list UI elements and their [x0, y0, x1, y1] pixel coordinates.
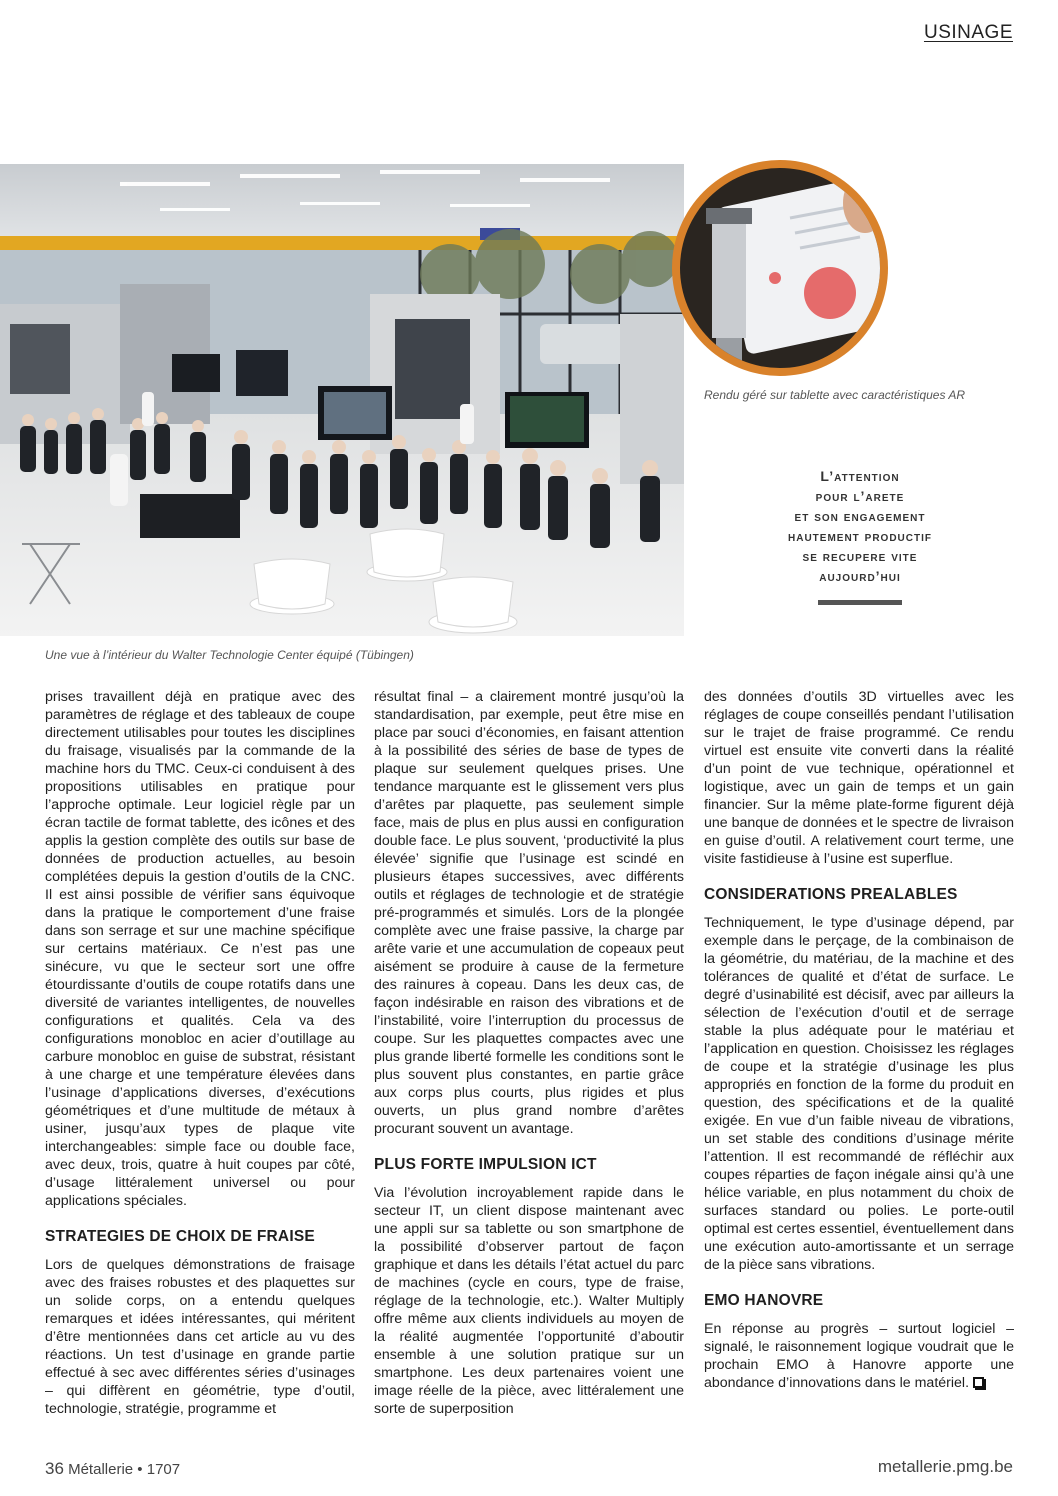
pull-quote	[760, 466, 960, 605]
issue-number: 1707	[146, 1461, 181, 1478]
subheading-strategies: STRATEGIES DE CHOIX DE FRAISE	[45, 1228, 315, 1245]
pull-quote-line: hautement productif	[788, 528, 932, 544]
hero-caption: Une vue à l’intérieur du Walter Technologie Center équipé (Tübingen)	[45, 648, 414, 662]
pull-quote-line: se recupere vite	[802, 548, 918, 564]
footer-bullet: •	[137, 1461, 143, 1478]
paragraph: Via l’évolution incroyablement rapide dans le secteur IT, un client dispose maintenant avec une appli sur sa tablette ou son smartphone de la possibilité d’observer partout de façon graphique et dans les détails l’état actuel du parc de machines (cycle en cours, type de fraise, réglage de la technologie, etc.). Walter Multiply offre même aux clients individuels au moyen de la réalité augmentée l’opportunité d’aboutir ensemble à une solution pratique sur un smartphone. Les deux partenaires voient une image réelle de la pièce, avec littéralement une sorte de superposition	[374, 1185, 684, 1417]
paragraph: des données d’outils 3D virtuelles avec les réglages de coupe conseillés pendant l’utilisation sur le trajet de fraise programmé. Ce rendu virtuel est ensuite vite converti dans la réalité d’un point de vue technique, opérationnel et logistique, avec un gain de temps et un gain financier. Sur la même plate-forme figurent déjà une banque de données et le spectre de livraison en guise d’outil. A relativement court terme, une visite fastidieuse à l’usine est superflue.	[704, 689, 1014, 867]
website-link[interactable]: metallerie.pmg.be	[877, 1457, 1013, 1476]
subheading-considerations: CONSIDERATIONS PREALABLES	[704, 886, 958, 903]
pull-quote-line: pour l’arete	[815, 488, 905, 504]
page-number: 36	[45, 1459, 64, 1478]
inset-caption: Rendu géré sur tablette avec caractéristiques AR	[704, 388, 966, 402]
article-column-3	[704, 688, 1014, 1392]
subheading-ict: PLUS FORTE IMPULSION ICT	[374, 1156, 597, 1173]
paragraph: résultat final – a clairement montré jusqu’où la standardisation, par exemple, peut être mise en place par souci d’économies, en faisant attention à la possibilité des séries de base de types de plaque sur seulement quelques prises. Une tendance marquante est le glissement vers plus d’arêtes par plaquette, pas seulement simple face, mais de plus en plus aussi en configuration double face. Le plus souvent, ‘productivité la plus élevée’ signifie que l’usinage est scindé en plusieurs étapes successives, avec différents outils et réglages de technologie et de stratégie pré-programmés et simulés. Lors de la plongée complète avec une fraise passive, la charge par arête varie et une accumulation de copeaux peut aisément se produire à cause de la fermeture des rainures à copeau. Dans les deux cas, de façon indésirable en raison des vibrations et de l’instabilité, voire l’interruption du processus de coupe. Sur les plaquettes compactes avec une plus grande liberté formelle les conditions sont le plus souvent plus constantes, en partie grâce aux corps plus courts, plus rigides et plus ouverts, un plus grand nombre d’arêtes procurant souvent un avantage.	[374, 689, 684, 1137]
hero-photo	[0, 164, 684, 636]
paragraph: Lors de quelques démonstrations de fraisage avec des fraises robustes et des plaquettes sur un solide corps, on a entendu quelques remarques et idées intéressantes, qui méritent d’être mentionnées dans cet article au vu des réactions. Un test d’usinage en grande partie effectué à sec avec différentes séries d’usinages – qui diffèrent en géométrie, type d’outil, technologie, stratégie, programme et	[45, 1257, 355, 1417]
section-tag: USINAGE	[923, 22, 1013, 43]
paragraph	[704, 1320, 1014, 1392]
pull-quote-line: et son engagement	[794, 508, 926, 524]
paragraph-text: En réponse au progrès – surtout logiciel – signalé, le raisonnement logique voudrait que le prochain EMO à Hanovre apporte une abondance d’innovations dans le matériel.	[704, 1321, 1014, 1391]
pull-quote-line: L’attention	[820, 468, 900, 484]
page-footer-left	[45, 1459, 180, 1479]
article-column-1	[45, 688, 355, 1418]
magazine-name: Métallerie	[68, 1461, 134, 1478]
pull-quote-rule	[818, 600, 902, 605]
paragraph: prises travaillent déjà en pratique avec des paramètres de réglage et des tableaux de coupe directement utilisables pour toutes les disciplines du fraisage, visualisés par la commande de la machine hors du TMC. Ceux-ci conduisent à des propositions utilisables en pratique pour l’approche optimale. Leur logiciel règle par un écran tactile de format tablette, des icônes et des applis la gestion complète des outils sur base de données de production actuelles, au besoin complétées depuis la gestion d’outils de la CNC. Il est ainsi possible de vérifier sans équivoque dans la pratique le comportement d’une fraise dans son serrage et sur une machine spécifique sur certains matériaux. Ce n’est pas une sinécure, vu que le secteur sort une offre étourdissante d’outils de coupe rotatifs dans une diversité de variantes intelligentes, de nouvelles configurations et qualités. Cela va des configurations monobloc en acier d’outillage au carbure monobloc en guise de substrat, résistant à une charge et une température élevées dans l’usinage d’applications diverses, d’exécutions géométriques et d’une multitude de métaux à usiner, jusqu’aux types de plaque vite interchangeables: simple face ou double face, avec deux, trois, quatre à huit coupes par côté, d’usage littéralement universel ou pour applications spéciales.	[45, 689, 355, 1209]
article-column-2	[374, 688, 684, 1418]
paragraph: Techniquement, le type d’usinage dépend, par exemple dans le perçage, de la combinaison de la géométrie, du matériau, de la machine et des tolérances de qualité et d’état de surface. Le degré d’usinabilité est décisif, avec par ailleurs la sélection de l’exécution d’outil et de serrage stable la plus adéquate pour le matériau et l’application en question. Choisissez les réglages de coupe et la stratégie d’usinage les plus appropriés en fonction de la forme du produit en question, des spécifications et de la qualité exigée. En vue d’un faible niveau de vibrations, un set stable des conditions d’usinage mérite l’attention. Il est recommandé de réfléchir aux coupes réparties de façon inégale ainsi qu’à une hélice variable, en plus notamment du choix de surfaces standard ou polies. Le porte-outil optimal est certes essentiel, éventuellement dans une exécution auto-amortissante et un serrage de la pièce sans vibrations.	[704, 915, 1014, 1273]
subheading-emo: EMO HANOVRE	[704, 1292, 824, 1309]
tablet-inset-photo	[670, 158, 890, 378]
pull-quote-line: aujourd’hui	[819, 568, 901, 584]
end-of-article-icon	[973, 1377, 984, 1388]
